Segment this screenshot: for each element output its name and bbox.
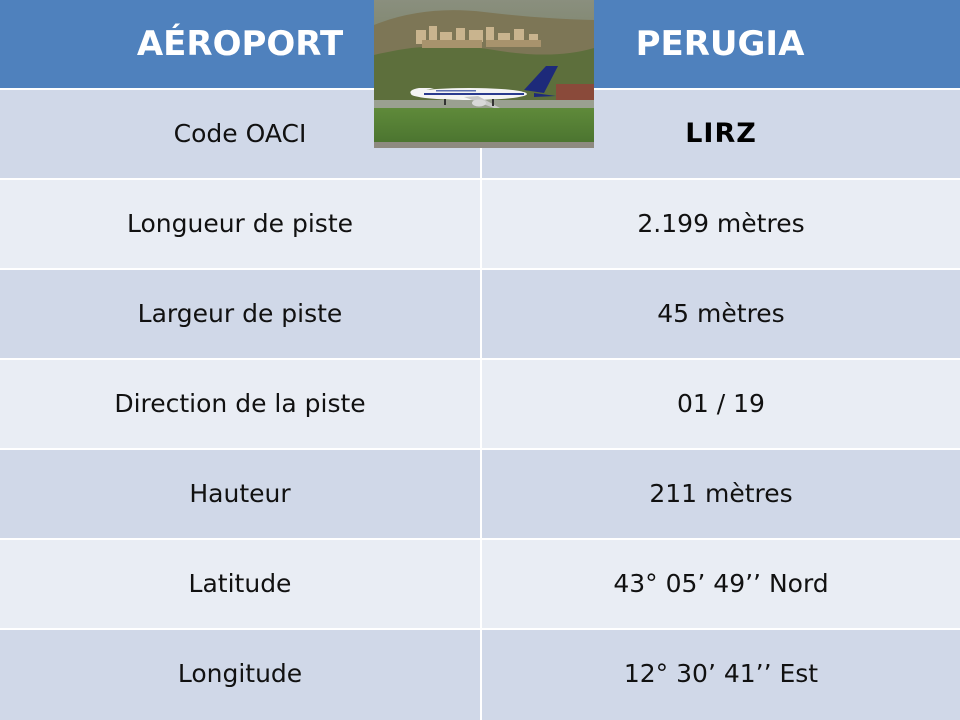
- row-value: 45 mètres: [657, 299, 785, 328]
- row-value: 2.199 mètres: [637, 209, 805, 238]
- table-row: [0, 630, 960, 720]
- row-value: 12° 30’ 41’’ Est: [623, 659, 819, 688]
- table-row: [0, 180, 960, 270]
- table-row: [0, 360, 960, 450]
- table-row: [0, 540, 960, 630]
- row-label: Hauteur: [189, 479, 291, 508]
- table-row: [0, 450, 960, 540]
- row-value: LIRZ: [685, 118, 757, 149]
- row-label: Direction de la piste: [114, 389, 366, 418]
- table-row: [0, 270, 960, 360]
- row-label: Longitude: [177, 659, 303, 688]
- row-label: Longueur de piste: [126, 209, 353, 238]
- header-airport-label: AÉROPORT: [136, 24, 344, 64]
- row-value: 01 / 19: [677, 389, 765, 418]
- row-value: 43° 05’ 49’’ Nord: [613, 569, 829, 598]
- row-label: Latitude: [188, 569, 292, 598]
- row-label: Largeur de piste: [137, 299, 343, 328]
- row-value: 211 mètres: [649, 479, 793, 508]
- row-label: Code OACI: [173, 119, 307, 148]
- airplane-on-runway-photo: [374, 0, 594, 148]
- header-airport-name: PERUGIA: [635, 24, 805, 64]
